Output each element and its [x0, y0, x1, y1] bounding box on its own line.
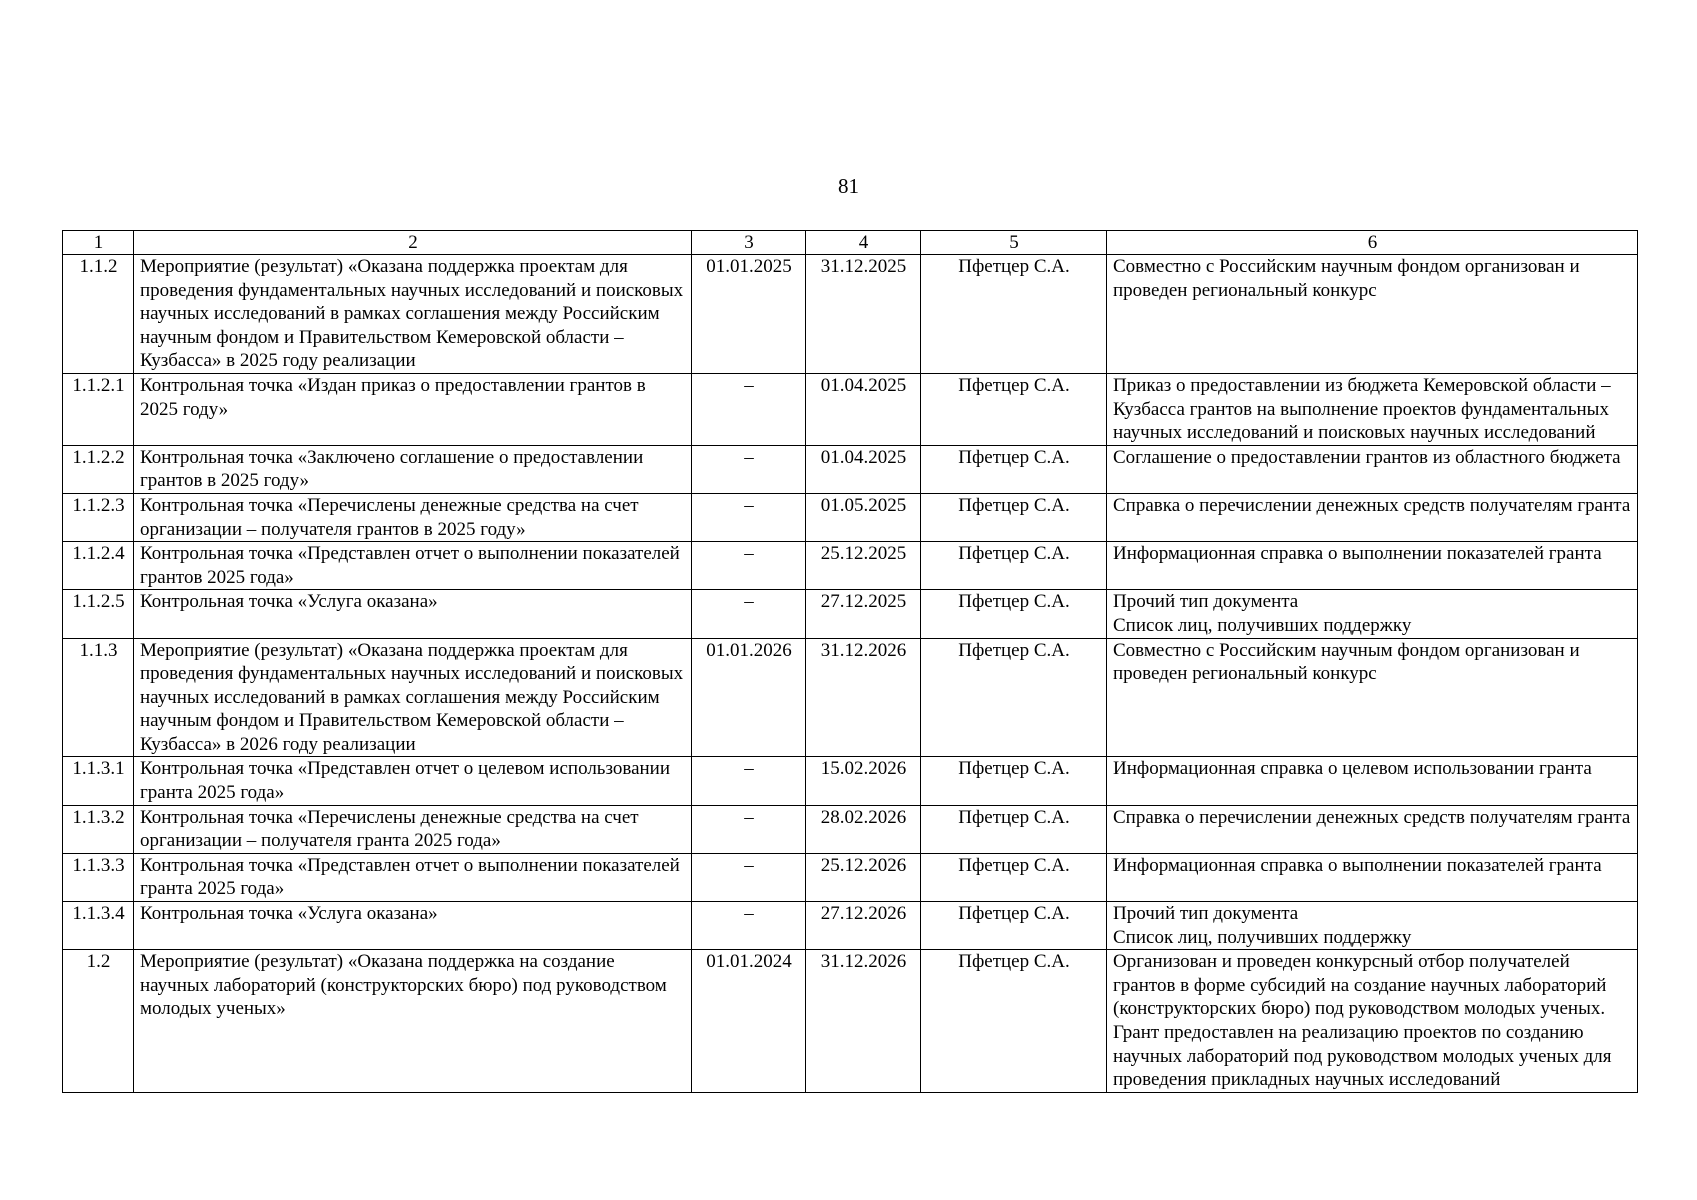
row-responsible: Пфетцер С.А. — [921, 950, 1107, 1093]
column-header-3: 3 — [692, 231, 806, 255]
row-number: 1.1.2.3 — [63, 493, 134, 541]
row-responsible: Пфетцер С.А. — [921, 805, 1107, 853]
table-row — [63, 542, 1638, 590]
row-start-date: – — [692, 445, 806, 493]
row-end-date: 01.05.2025 — [806, 493, 921, 541]
row-number: 1.1.2.2 — [63, 445, 134, 493]
row-document-line: Информационная справка о выполнении показателей гранта — [1113, 854, 1602, 876]
row-document — [1107, 853, 1638, 901]
row-document-line: Грант предоставлен на реализацию проектов по созданию научных лабораторий под руководством молодых ученых для проведения прикладных научных исследований — [1113, 1022, 1612, 1091]
row-end-date: 31.12.2025 — [806, 255, 921, 374]
table-row — [63, 590, 1638, 638]
row-name: Контрольная точка «Представлен отчет о целевом использовании гранта 2025 года» — [134, 757, 692, 805]
row-document — [1107, 255, 1638, 374]
row-end-date: 01.04.2025 — [806, 373, 921, 445]
row-number: 1.1.3.2 — [63, 805, 134, 853]
row-number: 1.2 — [63, 950, 134, 1093]
row-responsible: Пфетцер С.А. — [921, 445, 1107, 493]
row-start-date: – — [692, 373, 806, 445]
column-header-6: 6 — [1107, 231, 1638, 255]
row-responsible: Пфетцер С.А. — [921, 373, 1107, 445]
row-name: Контрольная точка «Издан приказ о предоставлении грантов в 2025 году» — [134, 373, 692, 445]
row-name: Контрольная точка «Услуга оказана» — [134, 902, 692, 950]
row-name: Мероприятие (результат) «Оказана поддержка проектам для проведения фундаментальных научных исследований и поисковых научных исследований в рамках соглашения между Российским научным фондом и Правительством Кемеровской области – Кузбасса» в 2025 году реализации — [134, 255, 692, 374]
row-start-date: – — [692, 902, 806, 950]
table-row — [63, 373, 1638, 445]
row-responsible: Пфетцер С.А. — [921, 853, 1107, 901]
row-name: Контрольная точка «Перечислены денежные средства на счет организации – получателя грантов в 2025 году» — [134, 493, 692, 541]
row-document-line: Список лиц, получивших поддержку — [1113, 926, 1412, 948]
column-header-1: 1 — [63, 231, 134, 255]
row-end-date: 27.12.2025 — [806, 590, 921, 638]
row-document — [1107, 373, 1638, 445]
row-end-date: 28.02.2026 — [806, 805, 921, 853]
row-end-date: 25.12.2026 — [806, 853, 921, 901]
column-header-4: 4 — [806, 231, 921, 255]
table-row — [63, 493, 1638, 541]
row-responsible: Пфетцер С.А. — [921, 590, 1107, 638]
row-start-date: – — [692, 853, 806, 901]
table-row — [63, 853, 1638, 901]
row-start-date: – — [692, 542, 806, 590]
row-document — [1107, 590, 1638, 638]
row-number: 1.1.3.1 — [63, 757, 134, 805]
row-responsible: Пфетцер С.А. — [921, 757, 1107, 805]
row-responsible: Пфетцер С.А. — [921, 638, 1107, 757]
row-name: Контрольная точка «Услуга оказана» — [134, 590, 692, 638]
row-start-date: – — [692, 493, 806, 541]
row-number: 1.1.2.1 — [63, 373, 134, 445]
table-row — [63, 757, 1638, 805]
table-row — [63, 445, 1638, 493]
row-responsible: Пфетцер С.А. — [921, 255, 1107, 374]
row-document-line: Прочий тип документа — [1113, 591, 1299, 613]
row-name: Контрольная точка «Представлен отчет о выполнении показателей гранта 2025 года» — [134, 853, 692, 901]
row-start-date: – — [692, 805, 806, 853]
row-document-line: Приказ о предоставлении из бюджета Кемеровской области – Кузбасса грантов на выполнение проектов фундаментальных научных исследований и поисковых научных исследований — [1113, 374, 1611, 444]
row-number: 1.1.3.3 — [63, 853, 134, 901]
row-number: 1.1.2.5 — [63, 590, 134, 638]
row-responsible: Пфетцер С.А. — [921, 493, 1107, 541]
row-document-line: Соглашение о предоставлении грантов из областного бюджета — [1113, 446, 1621, 468]
page-number: 81 — [838, 174, 859, 198]
row-responsible: Пфетцер С.А. — [921, 902, 1107, 950]
table-row — [63, 638, 1638, 757]
row-start-date: 01.01.2025 — [692, 255, 806, 374]
row-document — [1107, 902, 1638, 950]
row-document-line: Информационная справка о целевом использовании гранта — [1113, 758, 1592, 780]
row-document-line: Информационная справка о выполнении показателей гранта — [1113, 543, 1602, 565]
table-row — [63, 255, 1638, 374]
row-name: Контрольная точка «Представлен отчет о выполнении показателей грантов 2025 года» — [134, 542, 692, 590]
row-document — [1107, 493, 1638, 541]
row-number: 1.1.3 — [63, 638, 134, 757]
row-responsible: Пфетцер С.А. — [921, 542, 1107, 590]
table-row — [63, 805, 1638, 853]
row-end-date: 25.12.2025 — [806, 542, 921, 590]
plan-table — [62, 230, 1638, 1093]
table-header-row — [63, 231, 1638, 255]
row-document — [1107, 638, 1638, 757]
row-document-line: Совместно с Российским научным фондом организован и проведен региональный конкурс — [1113, 639, 1580, 685]
row-number: 1.1.2 — [63, 255, 134, 374]
row-name: Мероприятие (результат) «Оказана поддержка на создание научных лабораторий (конструкторских бюро) под руководством молодых ученых» — [134, 950, 692, 1093]
row-number: 1.1.3.4 — [63, 902, 134, 950]
row-end-date: 31.12.2026 — [806, 950, 921, 1093]
row-name: Контрольная точка «Перечислены денежные средства на счет организации – получателя гранта 2025 года» — [134, 805, 692, 853]
row-end-date: 31.12.2026 — [806, 638, 921, 757]
row-end-date: 27.12.2026 — [806, 902, 921, 950]
column-header-5: 5 — [921, 231, 1107, 255]
row-number: 1.1.2.4 — [63, 542, 134, 590]
row-document — [1107, 805, 1638, 853]
row-name: Мероприятие (результат) «Оказана поддержка проектам для проведения фундаментальных научных исследований и поисковых научных исследований в рамках соглашения между Российским научным фондом и Правительством Кемеровской области – Кузбасса» в 2026 году реализации — [134, 638, 692, 757]
row-document-line: Справка о перечислении денежных средств получателям гранта — [1113, 806, 1631, 828]
row-document-line: Организован и проведен конкурсный отбор получателей грантов в форме субсидий на создание научных лабораторий (конструкторских бюро) под руководством молодых ученых. — [1113, 951, 1607, 1020]
table-body — [63, 255, 1638, 1093]
column-header-2: 2 — [134, 231, 692, 255]
row-document — [1107, 542, 1638, 590]
row-document-line: Совместно с Российским научным фондом организован и проведен региональный конкурс — [1113, 256, 1580, 301]
row-start-date: – — [692, 757, 806, 805]
row-document-line: Справка о перечислении денежных средств получателям гранта — [1113, 494, 1631, 516]
row-document — [1107, 950, 1638, 1093]
row-end-date: 15.02.2026 — [806, 757, 921, 805]
row-document — [1107, 757, 1638, 805]
row-name: Контрольная точка «Заключено соглашение о предоставлении грантов в 2025 году» — [134, 445, 692, 493]
row-start-date: – — [692, 590, 806, 638]
table-row — [63, 902, 1638, 950]
row-end-date: 01.04.2025 — [806, 445, 921, 493]
row-start-date: 01.01.2024 — [692, 950, 806, 1093]
row-document-line: Список лиц, получивших поддержку — [1113, 614, 1412, 636]
row-document-line: Прочий тип документа — [1113, 903, 1299, 925]
row-document — [1107, 445, 1638, 493]
row-start-date: 01.01.2026 — [692, 638, 806, 757]
table-row — [63, 950, 1638, 1093]
